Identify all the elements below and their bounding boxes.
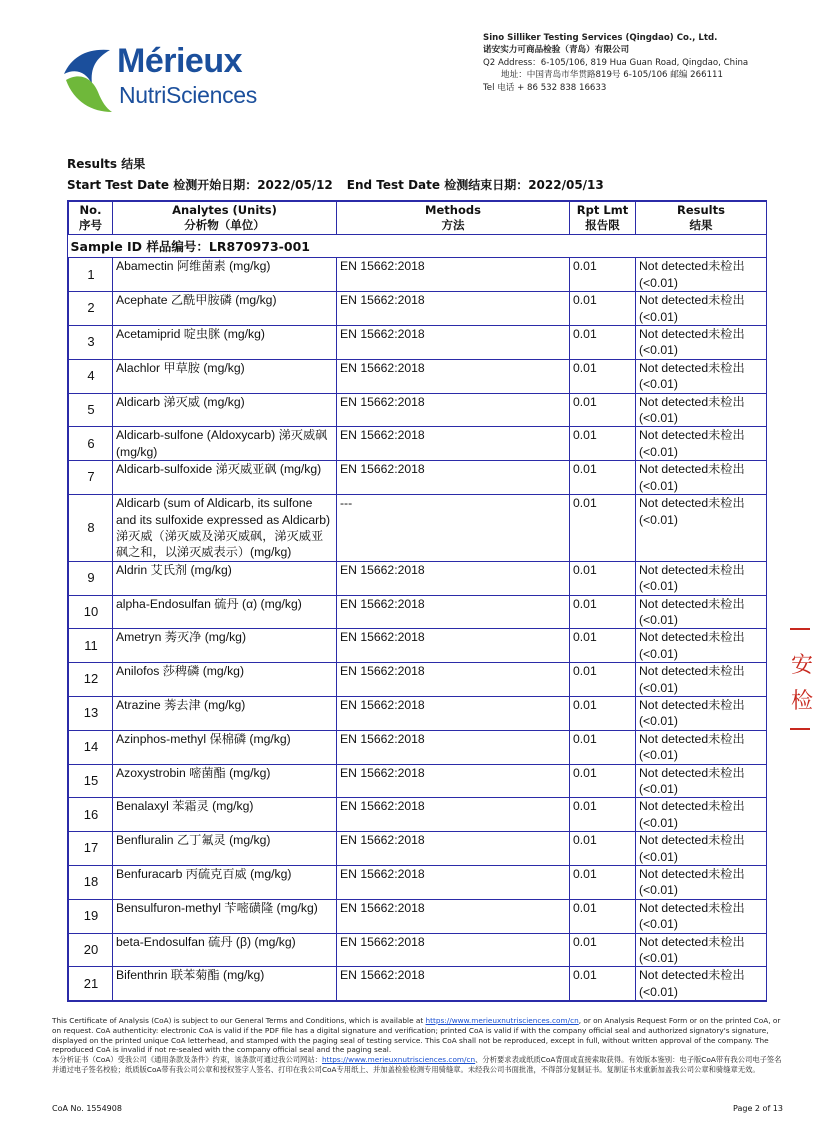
method-cell: EN 15662:2018 bbox=[337, 629, 570, 663]
table-row bbox=[69, 866, 767, 900]
test-dates bbox=[67, 176, 604, 193]
analyte-cell: Azoxystrobin 嘧菌酯 (mg/kg) bbox=[113, 764, 337, 798]
result-cell: Not detected未检出(<0.01) bbox=[636, 866, 767, 900]
rpt-lmt-cell: 0.01 bbox=[570, 696, 636, 730]
table-row bbox=[69, 899, 767, 933]
method-cell: EN 15662:2018 bbox=[337, 764, 570, 798]
row-number: 18 bbox=[69, 866, 113, 900]
rpt-lmt-cell: 0.01 bbox=[570, 427, 636, 461]
method-cell: EN 15662:2018 bbox=[337, 730, 570, 764]
analyte-cell: Bensulfuron-methyl 苄嘧磺隆 (mg/kg) bbox=[113, 899, 337, 933]
table-row bbox=[69, 764, 767, 798]
result-cell: Not detected未检出(<0.01) bbox=[636, 899, 767, 933]
row-number: 15 bbox=[69, 764, 113, 798]
table-row bbox=[69, 258, 767, 292]
method-cell: EN 15662:2018 bbox=[337, 595, 570, 629]
table-row bbox=[69, 461, 767, 495]
row-number: 5 bbox=[69, 393, 113, 427]
row-number: 7 bbox=[69, 461, 113, 495]
table-header-row bbox=[69, 202, 767, 235]
merieux-logo bbox=[62, 38, 272, 114]
analyte-cell: Abamectin 阿维菌素 (mg/kg) bbox=[113, 258, 337, 292]
result-cell: Not detected未检出(<0.01) bbox=[636, 730, 767, 764]
analyte-cell: Azinphos-methyl 保棉磷 (mg/kg) bbox=[113, 730, 337, 764]
analyte-cell: Alachlor 甲草胺 (mg/kg) bbox=[113, 359, 337, 393]
row-number: 14 bbox=[69, 730, 113, 764]
row-number: 21 bbox=[69, 967, 113, 1001]
table-row bbox=[69, 798, 767, 832]
result-cell: Not detected未检出(<0.01) bbox=[636, 495, 767, 562]
rpt-lmt-cell: 0.01 bbox=[570, 561, 636, 595]
rpt-lmt-cell: 0.01 bbox=[570, 629, 636, 663]
terms-link-cn[interactable]: https://www.merieuxnutrisciences.com/cn bbox=[321, 1055, 476, 1065]
table-row bbox=[69, 561, 767, 595]
analyte-cell: alpha-Endosulfan 硫丹 (α) (mg/kg) bbox=[113, 595, 337, 629]
method-cell: EN 15662:2018 bbox=[337, 933, 570, 967]
rpt-lmt-cell: 0.01 bbox=[570, 832, 636, 866]
analyte-cell: Aldicarb (sum of Aldicarb, its sulfone and its sulfoxide expressed as Aldicarb) 涕灭威（涕灭威及涕灭威砜，涕灭威亚砜之和，以涕灭威表示）(mg/kg) bbox=[113, 495, 337, 562]
result-cell: Not detected未检出(<0.01) bbox=[636, 629, 767, 663]
header-analytes: Analytes (Units) 分析物（单位） bbox=[113, 202, 337, 235]
company-info bbox=[483, 32, 748, 94]
method-cell: EN 15662:2018 bbox=[337, 427, 570, 461]
rpt-lmt-cell: 0.01 bbox=[570, 899, 636, 933]
result-cell: Not detected未检出(<0.01) bbox=[636, 292, 767, 326]
rpt-lmt-cell: 0.01 bbox=[570, 461, 636, 495]
analyte-cell: Atrazine 莠去津 (mg/kg) bbox=[113, 696, 337, 730]
header-rpt-lmt: Rpt Lmt 报告限 bbox=[570, 202, 636, 235]
terms-link[interactable]: https://www.merieuxnutrisciences.com/cn bbox=[425, 1016, 579, 1025]
table-row bbox=[69, 967, 767, 1001]
row-number: 16 bbox=[69, 798, 113, 832]
result-cell: Not detected未检出(<0.01) bbox=[636, 967, 767, 1001]
analyte-cell: Aldrin 艾氏剂 (mg/kg) bbox=[113, 561, 337, 595]
rpt-lmt-cell: 0.01 bbox=[570, 866, 636, 900]
row-number: 11 bbox=[69, 629, 113, 663]
method-cell: EN 15662:2018 bbox=[337, 326, 570, 360]
result-cell: Not detected未检出(<0.01) bbox=[636, 595, 767, 629]
sample-id: Sample ID 样品编号：LR870973-001 bbox=[69, 235, 767, 258]
table-row bbox=[69, 595, 767, 629]
header-results: Results 结果 bbox=[636, 202, 767, 235]
sample-id-row bbox=[69, 235, 767, 258]
end-test-date: End Test Date 检测结束日期：2022/05/13 bbox=[346, 178, 604, 192]
analyte-cell: Benfuracarb 丙硫克百威 (mg/kg) bbox=[113, 866, 337, 900]
analyte-cell: Aldicarb-sulfone (Aldoxycarb) 涕灭威砜 (mg/kg) bbox=[113, 427, 337, 461]
analyte-cell: Ametryn 莠灭净 (mg/kg) bbox=[113, 629, 337, 663]
row-number: 20 bbox=[69, 933, 113, 967]
method-cell: --- bbox=[337, 495, 570, 562]
result-cell: Not detected未检出(<0.01) bbox=[636, 427, 767, 461]
analyte-cell: Anilofos 莎稗磷 (mg/kg) bbox=[113, 663, 337, 697]
footer-en: This Certificate of Analysis (CoA) is subject to our General Terms and Conditions, which is available at https://www.merieuxnutrisciences.com/cn, or on Analysis Request Form or on the printed CoA, or on request. CoA authenticity: electronic CoA is valid if the PDF file has a digital signature and verification; printed CoA is valid if with the company official seal and authorized signatory's signature, displayed on the printed unique CoA letterhead, and stamped with the paging seal of testing service. This CoA shall not be reproduced, except in full, without written approval of the company. The reproduced CoA is invalid if not re-sealed with the company official seal and the paging seal. bbox=[52, 1016, 781, 1055]
analyte-cell: Benalaxyl 苯霜灵 (mg/kg) bbox=[113, 798, 337, 832]
row-number: 8 bbox=[69, 495, 113, 562]
row-number: 10 bbox=[69, 595, 113, 629]
row-number: 12 bbox=[69, 663, 113, 697]
result-cell: Not detected未检出(<0.01) bbox=[636, 798, 767, 832]
analyte-cell: Aldicarb-sulfoxide 涕灭威亚砜 (mg/kg) bbox=[113, 461, 337, 495]
logo-leaf-icon bbox=[62, 38, 122, 114]
rpt-lmt-cell: 0.01 bbox=[570, 798, 636, 832]
company-address-en: Q2 Address：6-105/106, 819 Hua Guan Road, Qingdao, China bbox=[483, 57, 749, 68]
rpt-lmt-cell: 0.01 bbox=[570, 967, 636, 1001]
rpt-lmt-cell: 0.01 bbox=[570, 764, 636, 798]
rpt-lmt-cell: 0.01 bbox=[570, 730, 636, 764]
page-number: Page 2 of 13 bbox=[733, 1104, 783, 1113]
method-cell: EN 15662:2018 bbox=[337, 561, 570, 595]
table-row bbox=[69, 495, 767, 562]
method-cell: EN 15662:2018 bbox=[337, 393, 570, 427]
table-row bbox=[69, 292, 767, 326]
table-row bbox=[69, 933, 767, 967]
result-cell: Not detected未检出(<0.01) bbox=[636, 258, 767, 292]
table-row bbox=[69, 427, 767, 461]
paging-seal-fragment: 安 检 bbox=[782, 628, 810, 738]
footer-disclaimer bbox=[52, 1016, 782, 1075]
rpt-lmt-cell: 0.01 bbox=[570, 258, 636, 292]
analyte-cell: Aldicarb 涕灭威 (mg/kg) bbox=[113, 393, 337, 427]
company-name-cn: 诺安实力可商品检验（青岛）有限公司 bbox=[483, 45, 630, 56]
table-row bbox=[69, 629, 767, 663]
analyte-cell: Acephate 乙酰甲胺磷 (mg/kg) bbox=[113, 292, 337, 326]
row-number: 2 bbox=[69, 292, 113, 326]
result-cell: Not detected未检出(<0.01) bbox=[636, 933, 767, 967]
table-row bbox=[69, 359, 767, 393]
method-cell: EN 15662:2018 bbox=[337, 696, 570, 730]
result-cell: Not detected未检出(<0.01) bbox=[636, 663, 767, 697]
result-cell: Not detected未检出(<0.01) bbox=[636, 764, 767, 798]
method-cell: EN 15662:2018 bbox=[337, 258, 570, 292]
table-row bbox=[69, 393, 767, 427]
method-cell: EN 15662:2018 bbox=[337, 663, 570, 697]
row-number: 9 bbox=[69, 561, 113, 595]
row-number: 4 bbox=[69, 359, 113, 393]
result-cell: Not detected未检出(<0.01) bbox=[636, 832, 767, 866]
rpt-lmt-cell: 0.01 bbox=[570, 393, 636, 427]
company-name-en: Sino Silliker Testing Services (Qingdao) Co., Ltd. bbox=[483, 33, 718, 43]
logo-text-nutrisciences: NutriSciences bbox=[119, 82, 257, 108]
coa-number: CoA No. 1554908 bbox=[52, 1104, 122, 1113]
method-cell: EN 15662:2018 bbox=[337, 798, 570, 832]
rpt-lmt-cell: 0.01 bbox=[570, 359, 636, 393]
company-address-cn: 地址：中国青岛市华贯路819号 6-105/106 邮编 266111 bbox=[501, 70, 723, 81]
method-cell: EN 15662:2018 bbox=[337, 899, 570, 933]
company-tel: Tel 电话 + 86 532 838 16633 bbox=[483, 82, 607, 93]
row-number: 1 bbox=[69, 258, 113, 292]
table-row bbox=[69, 832, 767, 866]
row-number: 3 bbox=[69, 326, 113, 360]
method-cell: EN 15662:2018 bbox=[337, 359, 570, 393]
analyte-cell: Bifenthrin 联苯菊酯 (mg/kg) bbox=[113, 967, 337, 1001]
rpt-lmt-cell: 0.01 bbox=[570, 292, 636, 326]
results-heading: Results 结果 bbox=[67, 157, 146, 171]
rpt-lmt-cell: 0.01 bbox=[570, 933, 636, 967]
rpt-lmt-cell: 0.01 bbox=[570, 663, 636, 697]
header-no: No. 序号 bbox=[69, 202, 113, 235]
row-number: 6 bbox=[69, 427, 113, 461]
table-row bbox=[69, 696, 767, 730]
result-cell: Not detected未检出(<0.01) bbox=[636, 461, 767, 495]
result-cell: Not detected未检出(<0.01) bbox=[636, 393, 767, 427]
table-row bbox=[69, 663, 767, 697]
result-cell: Not detected未检出(<0.01) bbox=[636, 326, 767, 360]
logo-text-merieux: Mérieux bbox=[117, 42, 242, 80]
analyte-cell: Benfluralin 乙丁氟灵 (mg/kg) bbox=[113, 832, 337, 866]
rpt-lmt-cell: 0.01 bbox=[570, 326, 636, 360]
result-cell: Not detected未检出(<0.01) bbox=[636, 561, 767, 595]
rpt-lmt-cell: 0.01 bbox=[570, 595, 636, 629]
method-cell: EN 15662:2018 bbox=[337, 832, 570, 866]
method-cell: EN 15662:2018 bbox=[337, 461, 570, 495]
table-row bbox=[69, 730, 767, 764]
method-cell: EN 15662:2018 bbox=[337, 866, 570, 900]
row-number: 13 bbox=[69, 696, 113, 730]
row-number: 19 bbox=[69, 899, 113, 933]
result-cell: Not detected未检出(<0.01) bbox=[636, 359, 767, 393]
start-test-date: Start Test Date 检测开始日期：2022/05/12 bbox=[67, 178, 333, 192]
method-cell: EN 15662:2018 bbox=[337, 292, 570, 326]
result-cell: Not detected未检出(<0.01) bbox=[636, 696, 767, 730]
method-cell: EN 15662:2018 bbox=[337, 967, 570, 1001]
analyte-cell: Acetamiprid 啶虫脒 (mg/kg) bbox=[113, 326, 337, 360]
header-methods: Methods 方法 bbox=[337, 202, 570, 235]
rpt-lmt-cell: 0.01 bbox=[570, 495, 636, 562]
analyte-cell: beta-Endosulfan 硫丹 (β) (mg/kg) bbox=[113, 933, 337, 967]
footer-cn: 本分析证书（CoA）受我公司《通用条款及条件》约束，该条款可通过我公司网站：https://www.merieuxnutrisciences.com/cn、分析要求表或纸质CoA背面或直接索取获得。有效版本鉴别：电子版CoA带有我公司电子签名并通过电子签名校验；纸质版CoA带有我公司公章和授权签字人签名、打印在我公司CoA专用纸上、并加盖检验检测专用骑缝章。未经我公司书面批准，不得部分复制证书。复制证书未重新加盖我公司公章和骑缝章无效。 bbox=[52, 1055, 782, 1074]
results-table bbox=[67, 200, 767, 1002]
row-number: 17 bbox=[69, 832, 113, 866]
table-row bbox=[69, 326, 767, 360]
